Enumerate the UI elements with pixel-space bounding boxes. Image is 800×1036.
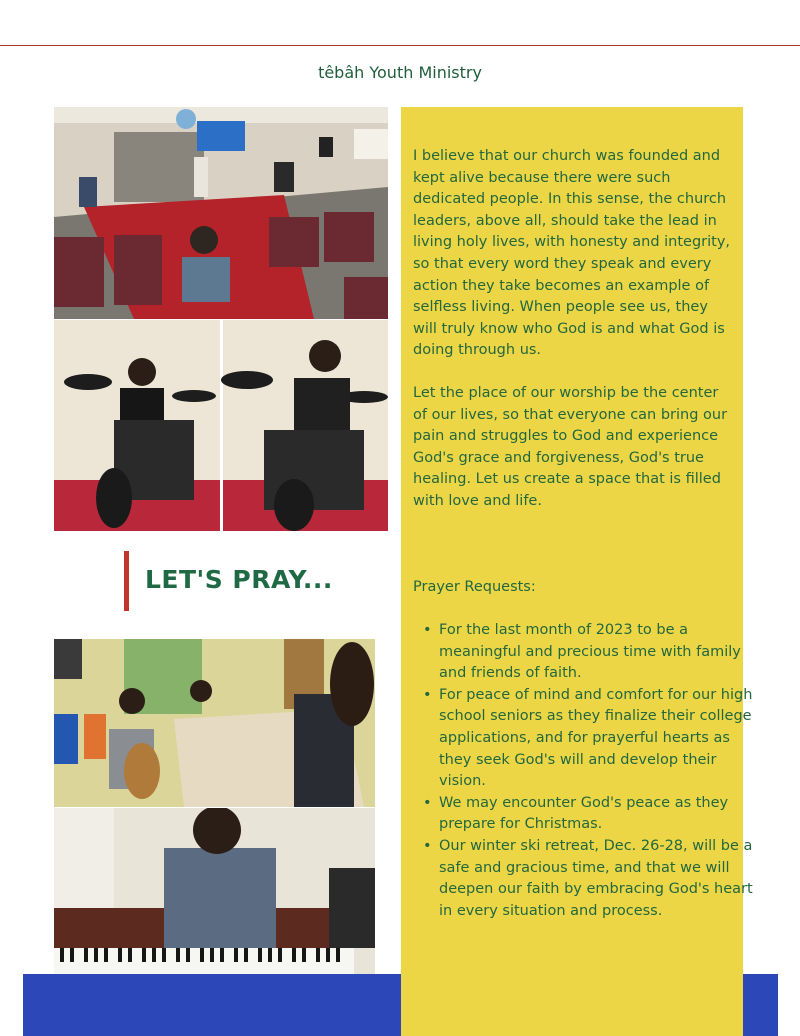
list-item: • We may encounter God's peace as they prepare for Christmas.	[439, 793, 761, 836]
paragraph-text: I believe that our church was founded and kept alive because there were such dedicated people. In this sense, the church leaders, above all, should take the lead in living holy lives, with honesty and integrity, so that every word they speak and every action they take becomes an example of selfless living. When people see us, they will truly know who God is and what God is doing through us.	[413, 148, 731, 359]
footer-band	[23, 974, 401, 1036]
list-item: • For peace of mind and comfort for our high school seniors as they finalize their college applications, and for prayerful hearts as they seek God's will and develop their vision.	[439, 685, 761, 793]
page-title: têbâh Youth Ministry	[318, 63, 482, 82]
list-item: • For the last month of 2023 to be a meaningful and precious time with family and friends of faith.	[439, 620, 761, 685]
heading-accent-bar	[124, 551, 129, 611]
drummers-photo	[54, 320, 388, 531]
footer-band	[743, 974, 778, 1036]
section-heading: LET'S PRAY...	[145, 565, 333, 594]
top-divider	[0, 45, 800, 46]
prayer-requests-list	[413, 620, 761, 922]
list-item: • Our winter ski retreat, Dec. 26-28, will be a safe and gracious time, and that we will deepen our faith by embracing God's heart in every situation and process.	[439, 836, 761, 922]
worship-band-photo	[54, 107, 388, 319]
guitar-class-photo	[54, 639, 375, 807]
prayer-requests-label: Prayer Requests:	[413, 579, 536, 595]
paragraph-2	[413, 383, 735, 513]
piano-photo	[54, 808, 375, 974]
paragraph-text: Let the place of our worship be the center of our lives, so that everyone can bring our pain and struggles to God and experience God's grace and forgiveness, God's true healing. Let us create a space that is filled with love and life.	[413, 385, 728, 509]
paragraph-1	[413, 146, 735, 362]
